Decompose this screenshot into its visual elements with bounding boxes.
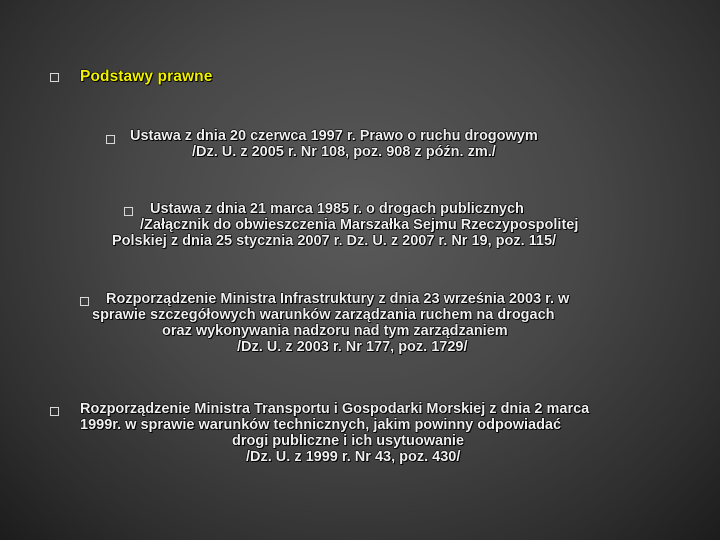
item-3-line-3: oraz wykonywania nadzoru nad tym zarządzaniem xyxy=(162,323,508,339)
item-1-text xyxy=(124,128,644,160)
item-1-line-2: /Dz. U. z 2005 r. Nr 108, poz. 908 z późn. zm./ xyxy=(192,144,496,160)
item-4-line-3: drogi publiczne i ich usytuowanie xyxy=(232,433,465,449)
heading-title: Podstawy prawne xyxy=(80,68,213,85)
heading-bullet-icon xyxy=(50,73,59,82)
item-3-line-1: Rozporządzenie Ministra Infrastruktury z dnia 23 września 2003 r. w xyxy=(106,291,570,307)
item-4-line-2: 1999r. w sprawie warunków technicznych, jakim powinny odpowiadać xyxy=(80,417,562,433)
item-2-line-2: /Załącznik do obwieszczenia Marszałka Sejmu Rzeczypospolitej xyxy=(140,217,579,233)
item-4-bullet-icon xyxy=(50,407,59,416)
item-2-line-3: Polskiej z dnia 25 stycznia 2007 r. Dz. U. z 2007 r. Nr 19, poz. 115/ xyxy=(112,233,557,249)
item-4-text xyxy=(80,401,700,465)
item-2-line-1: Ustawa z dnia 21 marca 1985 r. o drogach publicznych xyxy=(150,201,524,217)
item-2-text xyxy=(100,201,660,249)
item-1-bullet-icon xyxy=(106,135,115,144)
item-3-line-4: /Dz. U. z 2003 r. Nr 177, poz. 1729/ xyxy=(237,339,468,355)
item-3-line-2: sprawie szczegółowych warunków zarządzania ruchem na drogach xyxy=(92,307,555,323)
item-1-line-1: Ustawa z dnia 20 czerwca 1997 r. Prawo o ruchu drogowym xyxy=(130,128,538,144)
item-4-line-4: /Dz. U. z 1999 r. Nr 43, poz. 430/ xyxy=(246,449,461,465)
item-3-text xyxy=(90,291,680,355)
item-4-line-1: Rozporządzenie Ministra Transportu i Gospodarki Morskiej z dnia 2 marca xyxy=(80,401,590,417)
item-3-bullet-icon xyxy=(80,297,89,306)
